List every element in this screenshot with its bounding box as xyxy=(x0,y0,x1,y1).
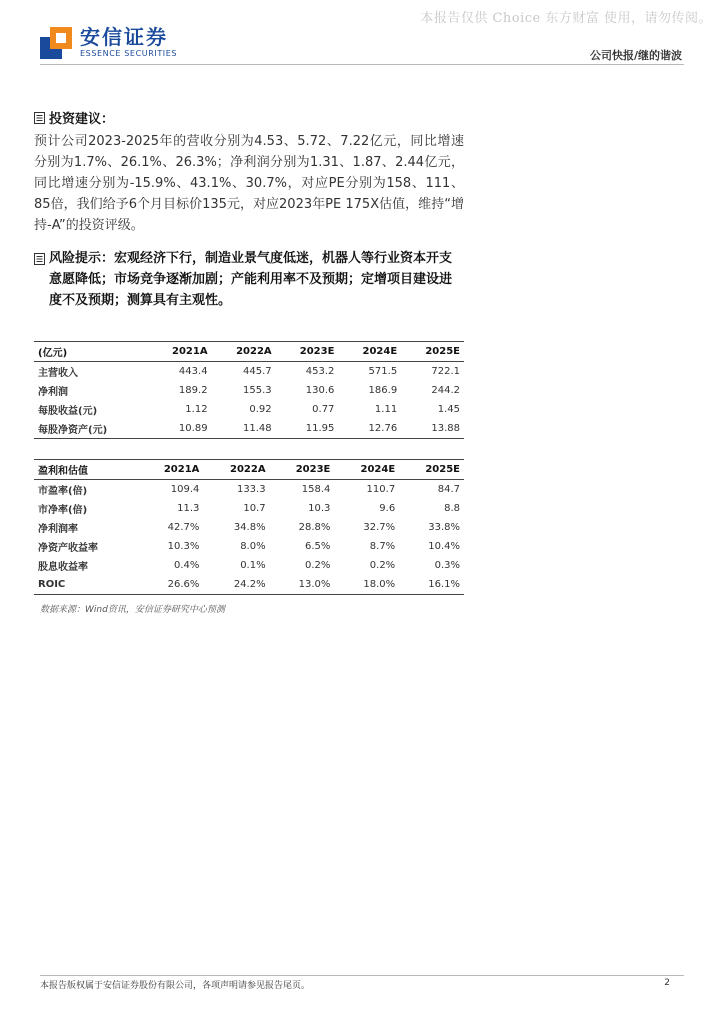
table-cell: 42.7% xyxy=(167,522,200,533)
page-number: 2 xyxy=(664,978,670,988)
copyright-footer: 本报告版权属于安信证券股份有限公司，各项声明请参见报告尾页。 xyxy=(40,981,311,991)
table-header-cell: 2022A xyxy=(230,464,266,475)
logo-cn-text: 安信证券 xyxy=(80,25,168,49)
table-row xyxy=(34,381,464,400)
table-cell: 每股净资产(元) xyxy=(38,425,108,436)
table-cell: 1.45 xyxy=(437,404,460,415)
table-header-cell: 2025E xyxy=(425,346,460,357)
logo-en-text: ESSENCE SECURITIES xyxy=(80,49,178,58)
investment-body: 预计公司2023-2025年的营收分别为4.53、5.72、7.22亿元，同比增速分别为1.7%、26.1%、26.3%；净利润分别为1.31、1.87、2.44亿元，同比增速分别为-15.9%、43.1%、30.7%，对应PE分别为158、111、85倍，我们给予6个月目标价135元，对应2023年PE 175X估值，维持“增持-A”的投资评级。 xyxy=(34,134,464,233)
table-cell: 84.7 xyxy=(437,484,460,495)
table-cell: 18.0% xyxy=(363,579,396,590)
table-header-cell: 盈利和估值 xyxy=(38,466,88,477)
table-header-row xyxy=(34,460,464,480)
table-cell: 净资产收益率 xyxy=(38,543,98,554)
table-cell: 市净率(倍) xyxy=(38,505,88,516)
document-icon xyxy=(34,253,45,265)
table-cell: 6.5% xyxy=(304,541,331,552)
table-cell: ROIC xyxy=(38,579,66,590)
table-cell: 571.5 xyxy=(368,366,398,377)
table-header-cell: 2023E xyxy=(295,464,331,475)
table-cell: 股息收益率 xyxy=(38,562,88,573)
table-cell: 0.92 xyxy=(249,404,272,415)
valuation-table xyxy=(34,459,464,595)
table-cell: 8.0% xyxy=(240,541,266,552)
table-cell: 0.3% xyxy=(434,560,460,571)
table-cell: 10.89 xyxy=(178,423,208,434)
document-icon xyxy=(34,112,45,124)
table-cell: 155.3 xyxy=(243,385,272,396)
table-cell: 11.3 xyxy=(177,503,200,514)
table-header-cell: (亿元) xyxy=(38,348,68,359)
table-cell: 13.0% xyxy=(298,579,331,590)
logo-mark-icon xyxy=(40,27,72,59)
header-divider xyxy=(40,64,684,65)
table-cell: 10.3 xyxy=(308,503,331,514)
table-cell: 109.4 xyxy=(170,484,200,495)
table-row xyxy=(34,518,464,537)
table-header-cell: 2021A xyxy=(171,346,208,357)
table-cell: 34.8% xyxy=(233,522,266,533)
footer-divider xyxy=(40,975,684,976)
table-row xyxy=(34,362,464,382)
table-cell: 28.8% xyxy=(298,522,331,533)
table-cell: 1.12 xyxy=(185,404,208,415)
table-cell: 8.8 xyxy=(444,503,460,514)
table-cell: 13.88 xyxy=(431,423,460,434)
table-cell: 33.8% xyxy=(428,522,460,533)
table-cell: 26.6% xyxy=(167,579,200,590)
table-cell: 11.48 xyxy=(243,423,272,434)
table-cell: 16.1% xyxy=(428,579,460,590)
table-cell: 0.2% xyxy=(369,560,396,571)
table-cell: 24.2% xyxy=(233,579,266,590)
table-cell: 1.11 xyxy=(374,404,398,415)
table-row xyxy=(34,400,464,419)
table-cell: 130.6 xyxy=(305,385,335,396)
table-cell: 10.7 xyxy=(243,503,266,514)
table-header-cell: 2025E xyxy=(425,464,460,475)
company-logo xyxy=(40,26,177,59)
table-cell: 445.7 xyxy=(243,366,272,377)
table-cell: 每股收益(元) xyxy=(38,406,98,417)
table-header-row xyxy=(34,342,464,362)
table-row xyxy=(34,575,464,595)
table-cell: 11.95 xyxy=(305,423,335,434)
risk-text: 风险提示：宏观经济下行，制造业景气度低迷，机器人等行业资本开支意愿降低；市场竞争逐渐加剧；产能利用率不及预期；定增项目建设进度不及预期；测算具有主观性。 xyxy=(49,251,453,308)
investment-heading: 投资建议： xyxy=(49,112,115,127)
table-cell: 0.2% xyxy=(304,560,331,571)
table-row xyxy=(34,499,464,518)
table-cell: 158.4 xyxy=(301,484,331,495)
table-cell: 净利润 xyxy=(38,387,68,398)
table-header-cell: 2023E xyxy=(299,346,335,357)
table-cell: 722.1 xyxy=(431,366,460,377)
table-cell: 市盈率(倍) xyxy=(38,486,88,497)
financial-summary-table xyxy=(34,341,464,439)
investment-section xyxy=(34,108,464,236)
table-cell: 32.7% xyxy=(363,522,396,533)
table-cell: 0.4% xyxy=(174,560,200,571)
table-cell: 0.77 xyxy=(312,404,335,415)
table-row xyxy=(34,537,464,556)
table-header-cell: 2022A xyxy=(236,346,272,357)
table-cell: 12.76 xyxy=(368,423,398,434)
table-cell: 443.4 xyxy=(178,366,208,377)
table-cell: 净利润率 xyxy=(38,524,78,535)
report-type-label: 公司快报/继的谐波 xyxy=(589,49,682,62)
table-header-cell: 2021A xyxy=(163,464,200,475)
table-cell: 10.3% xyxy=(167,541,200,552)
table-header-cell: 2024E xyxy=(360,464,396,475)
watermark: 本报告仅供 Choice 东方财富 使用，请勿传阅。 xyxy=(420,11,712,26)
table-cell: 9.6 xyxy=(379,503,396,514)
table-row xyxy=(34,480,464,500)
table-cell: 0.1% xyxy=(240,560,266,571)
table-cell: 244.2 xyxy=(431,385,460,396)
table-header-cell: 2024E xyxy=(362,346,398,357)
table-cell: 10.4% xyxy=(428,541,460,552)
table-cell: 主营收入 xyxy=(38,368,78,379)
table-cell: 133.3 xyxy=(236,484,266,495)
table-cell: 453.2 xyxy=(305,366,335,377)
table-cell: 8.7% xyxy=(369,541,396,552)
table-row xyxy=(34,419,464,439)
data-source-note: 数据来源：Wind资讯，安信证券研究中心预测 xyxy=(40,605,225,615)
table-row xyxy=(34,556,464,575)
risk-section xyxy=(34,248,464,311)
table-cell: 189.2 xyxy=(178,385,208,396)
table-cell: 186.9 xyxy=(368,385,398,396)
table-cell: 110.7 xyxy=(366,484,396,495)
